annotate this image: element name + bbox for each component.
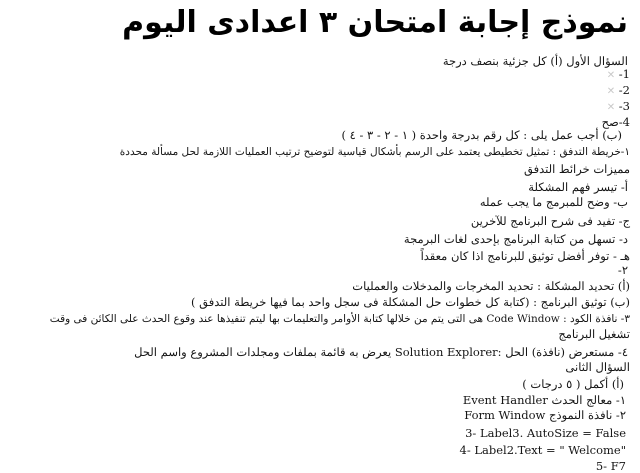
cross-mark-icon: ✕	[606, 86, 616, 97]
complete-answer-2: ٢- نافذة النموذج Form Window	[464, 408, 626, 422]
feature-c: ج- تفيد فى شرح البرنامج للآخرين	[470, 214, 630, 228]
complete-answer-4: 4- Label2.Text = " Welcome"	[459, 443, 626, 457]
code-window-definition-cont: تشغيل البرنامج	[558, 327, 630, 341]
complete-answer-5: 5- F7	[595, 459, 626, 473]
answer-number: 1-	[618, 67, 630, 81]
item-2-number: ٢-	[617, 263, 628, 277]
feature-e: هـ - توفر أفضل توثيق للبرنامج اذا كان معقداً	[420, 249, 630, 263]
page-title: نموذج إجابة امتحان ٣ اعدادى اليوم	[122, 5, 628, 40]
program-documentation: (ب) توثيق البرنامج : (كتابة كل خطوات حل المشكلة فى سجل واحد بما فيها خريطة التدفق )	[190, 295, 630, 309]
complete-answer-1: ١- معالج الحدث Event Handler	[462, 393, 626, 407]
cross-mark-icon: ✕	[606, 70, 616, 81]
feature-b: ب- وضح للمبرمج ما يجب عمله	[479, 195, 628, 209]
flowchart-definition: ١-خريطة التدفق : تمثيل تخطيطى يعتمد على الرسم بأشكال قياسية لتوضيح ترتيب العمليات اللازمة لحل مسألة محددة	[119, 146, 630, 158]
problem-definition: (أ) تحديد المشكلة : تحديد المخرجات والمدخلات والعمليات	[352, 279, 630, 293]
flowchart-features-heading: مميزات خرائط التدفق	[523, 162, 630, 176]
feature-d: د- تسهل من كتابة البرنامج بإحدى لغات البرمجة	[403, 232, 628, 246]
feature-a: أ- تيسر فهم المشكلة	[528, 180, 628, 194]
q1-b-header: (ب) أجب عمل يلى : كل رقم بدرجة واحدة ( ١ - ٢ - ٣ - ٤ )	[341, 128, 622, 142]
q2-a-header: (أ) أكمل ( ٥ درجات )	[522, 377, 624, 391]
cross-mark-icon: ✕	[606, 102, 616, 113]
code-window-definition: ٣- نافذة الكود : Code Window هى التى يتم من خلالها كتابة الأوامر والتعليمات بها ليتم تنفيذها عند وقوع الحدث على الكائن فى وقت	[49, 313, 630, 325]
answer-line-4: 4-صح	[601, 115, 630, 129]
q2-header: السؤال الثانى	[565, 360, 630, 374]
answer-number: 3-	[618, 99, 630, 113]
answer-line-3	[607, 99, 630, 115]
answer-line-1	[607, 67, 630, 83]
solution-explorer-definition: ٤- مستعرض (نافذة) الحل :Solution Explorer يعرض به قائمة بملفات ومجلدات المشروع واسم الحل	[134, 345, 628, 359]
complete-answer-3: 3- Label3. AutoSize = False	[465, 426, 626, 440]
answer-line-2	[607, 83, 630, 99]
answer-number: 2-	[618, 83, 630, 97]
q1-a-header: السؤال الأول (أ) كل جزئية بنصف درجة	[442, 54, 628, 68]
